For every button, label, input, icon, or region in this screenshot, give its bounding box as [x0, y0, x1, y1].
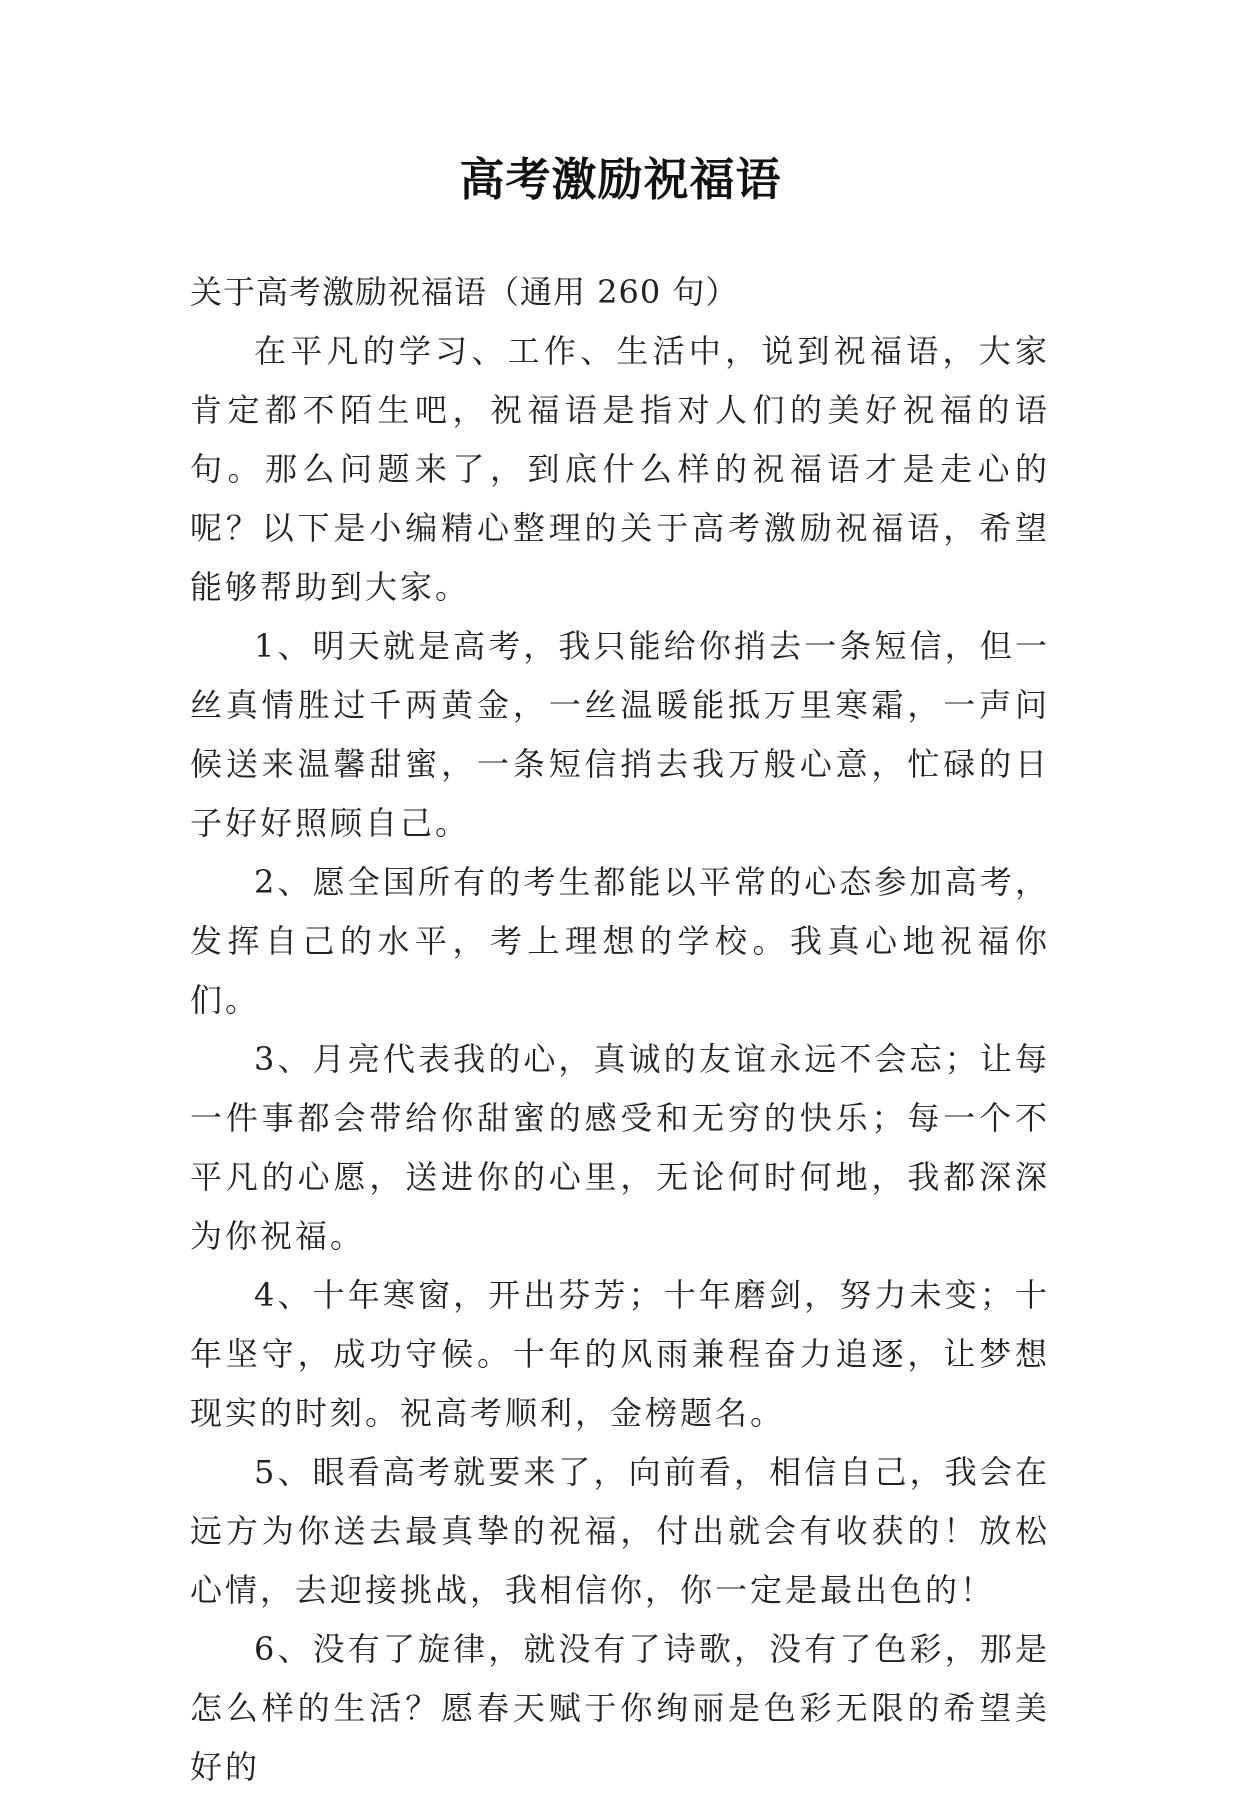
blessing-item-6: 6、没有了旋律，就没有了诗歌，没有了色彩，那是怎么样的生活？愿春天赋于你绚丽是色彩无限的希望美好的 — [190, 1630, 1050, 1786]
blessing-item-3: 3、月亮代表我的心，真诚的友谊永远不会忘；让每一件事都会带给你甜蜜的感受和无穷的快乐；每一个不平凡的心愿，送进你的心里，无论何时何地，我都深深为你祝福。 — [190, 1040, 1050, 1255]
document-body — [190, 263, 1050, 1797]
intro-paragraph: 在平凡的学习、工作、生活中，说到祝福语，大家肯定都不陌生吧，祝福语是指对人们的美好祝福的语句。那么问题来了，到底什么样的祝福语才是走心的呢？以下是小编精心整理的关于高考激励祝福语，希望能够帮助到大家。 — [190, 332, 1050, 606]
blessing-item-1: 1、明天就是高考，我只能给你捎去一条短信，但一丝真情胜过千两黄金，一丝温暖能抵万里寒霜，一声问候送来温馨甜蜜，一条短信捎去我万般心意，忙碌的日子好好照顾自己。 — [190, 627, 1050, 842]
blessing-item-4: 4、十年寒窗，开出芬芳；十年磨剑，努力未变；十年坚守，成功守候。十年的风雨兼程奋力追逐，让梦想现实的时刻。祝高考顺利，金榜题名。 — [190, 1276, 1050, 1432]
document-subtitle: 关于高考激励祝福语（通用 260 句） — [190, 273, 739, 311]
blessing-item-5: 5、眼看高考就要来了，向前看，相信自己，我会在远方为你送去最真挚的祝福，付出就会有收获的！放松心情，去迎接挑战，我相信你，你一定是最出色的！ — [190, 1453, 1050, 1609]
document-title: 高考激励祝福语 — [459, 153, 782, 206]
blessing-item-2: 2、愿全国所有的考生都能以平常的心态参加高考，发挥自己的水平，考上理想的学校。我真心地祝福你们。 — [190, 863, 1050, 1019]
